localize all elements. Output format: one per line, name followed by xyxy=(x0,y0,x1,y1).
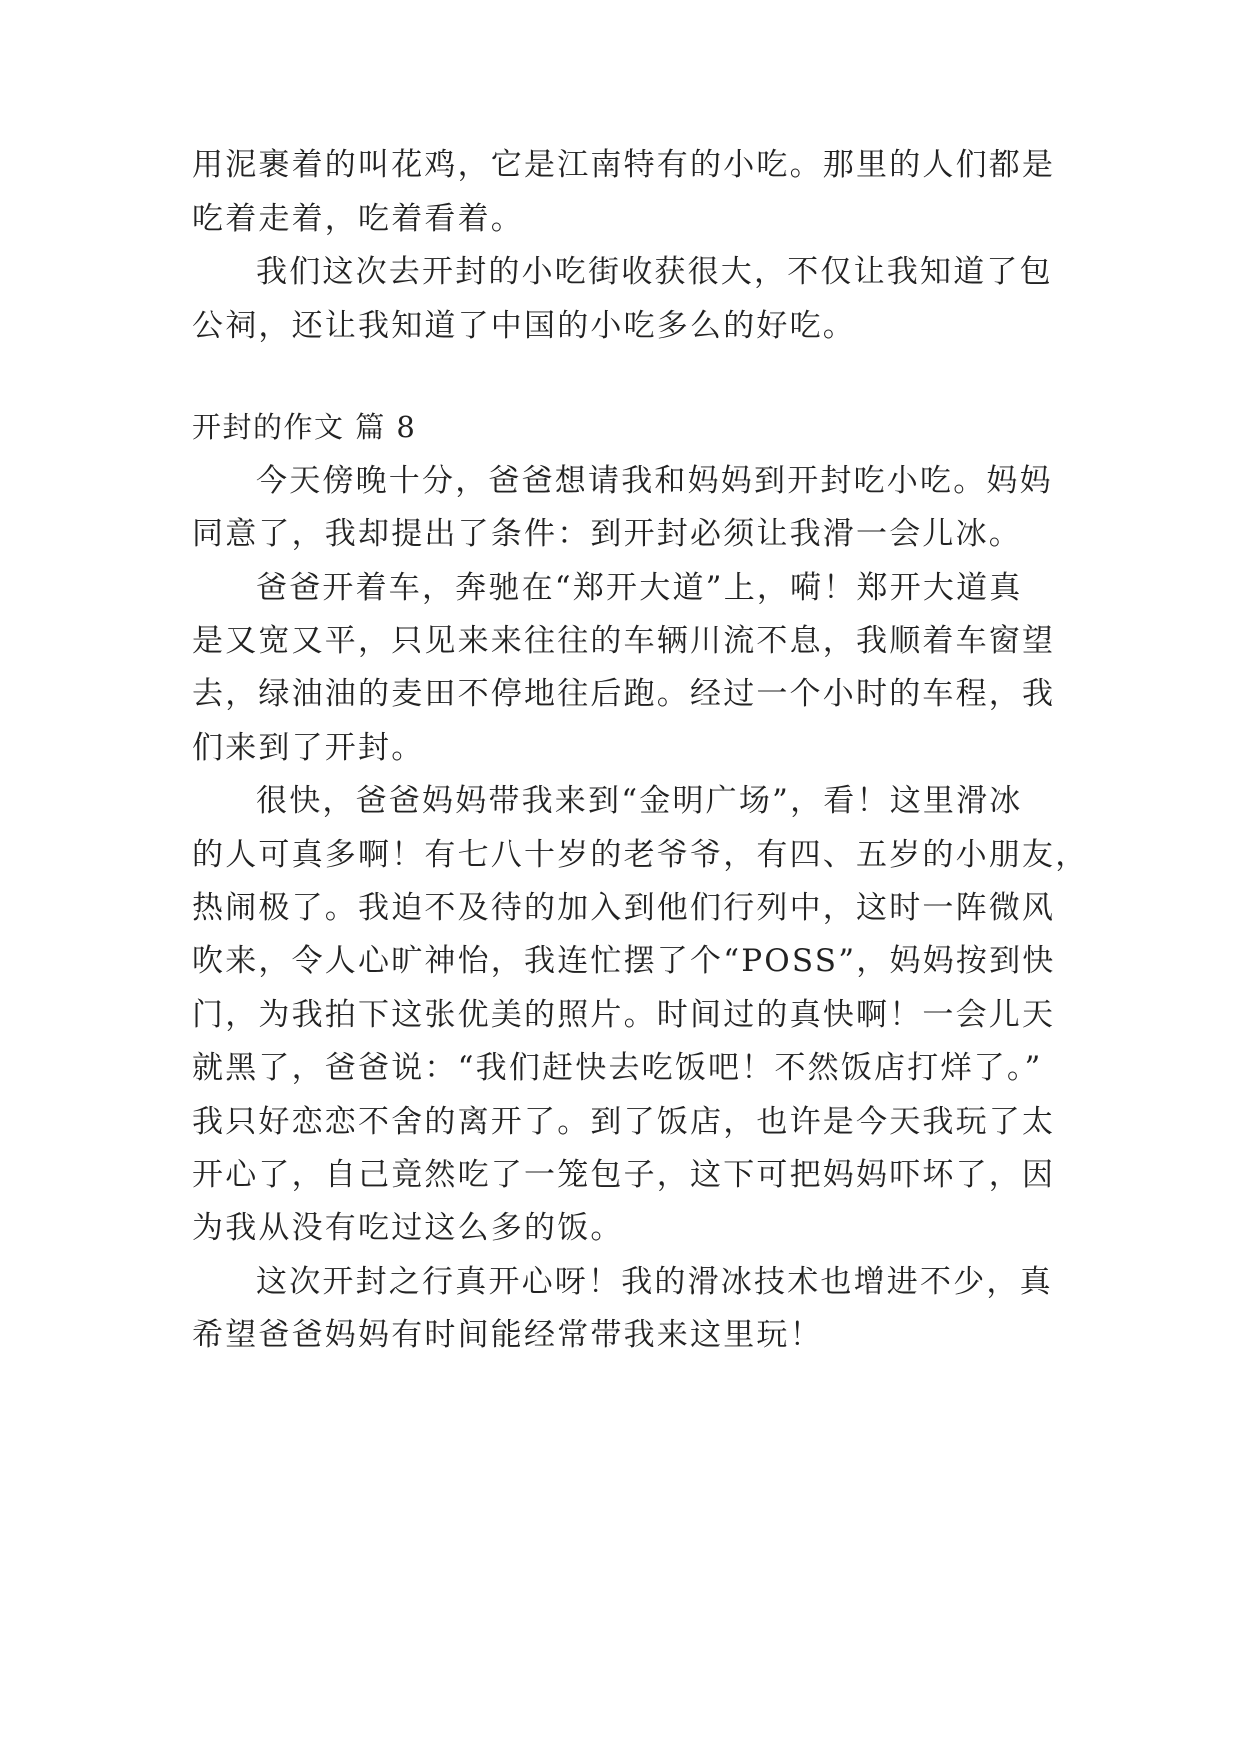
paragraph-line: 吃着走着，吃着看着。 xyxy=(192,201,524,237)
paragraph-line: 吹来，令人心旷神怡，我连忙摆了个“POSS”，妈妈按到快 xyxy=(192,943,1056,979)
paragraph-line: 希望爸爸妈妈有时间能经常带我来这里玩！ xyxy=(192,1317,823,1353)
paragraph-line: 就黑了，爸爸说：“我们赶快去吃饭吧！不然饭店打烊了。” xyxy=(192,1050,1043,1086)
paragraph-line: 是又宽又平，只见来来往往的车辆川流不息，我顺着车窗望 xyxy=(192,623,1056,659)
paragraph-line: 门，为我拍下这张优美的照片。时间过的真快啊！一会儿天 xyxy=(192,997,1056,1033)
paragraph-line: 开心了，自己竟然吃了一笼包子，这下可把妈妈吓坏了，因 xyxy=(192,1157,1056,1193)
paragraph-line: 的人可真多啊！有七八十岁的老爷爷，有四、五岁的小朋友， xyxy=(192,837,1089,873)
paragraph-line: 们来到了开封。 xyxy=(192,730,425,766)
paragraph-line: 为我从没有吃过这么多的饭。 xyxy=(192,1210,624,1246)
paragraph-line: 爸爸开着车，奔驰在“郑开大道”上，嗬！郑开大道真 xyxy=(256,570,1023,606)
paragraph-line: 同意了，我却提出了条件：到开封必须让我滑一会儿冰。 xyxy=(192,516,1022,552)
paragraph-line: 我们这次去开封的小吃街收获很大，不仅让我知道了包 xyxy=(256,254,1053,290)
section-title: 开封的作文 篇 8 xyxy=(192,410,417,444)
paragraph-line: 公祠，还让我知道了中国的小吃多么的好吃。 xyxy=(192,308,856,344)
paragraph-line: 去，绿油油的麦田不停地往后跑。经过一个小时的车程，我 xyxy=(192,676,1056,712)
paragraph-line: 我只好恋恋不舍的离开了。到了饭店，也许是今天我玩了太 xyxy=(192,1104,1056,1140)
paragraph-line: 用泥裹着的叫花鸡，它是江南特有的小吃。那里的人们都是 xyxy=(192,147,1056,183)
paragraph-line: 很快，爸爸妈妈带我来到“金明广场”，看！这里滑冰 xyxy=(256,783,1023,819)
paragraph-line: 今天傍晚十分，爸爸想请我和妈妈到开封吃小吃。妈妈 xyxy=(256,463,1053,499)
paragraph-line: 这次开封之行真开心呀！我的滑冰技术也增进不少，真 xyxy=(256,1264,1053,1300)
paragraph-line: 热闹极了。我迫不及待的加入到他们行列中，这时一阵微风 xyxy=(192,890,1056,926)
